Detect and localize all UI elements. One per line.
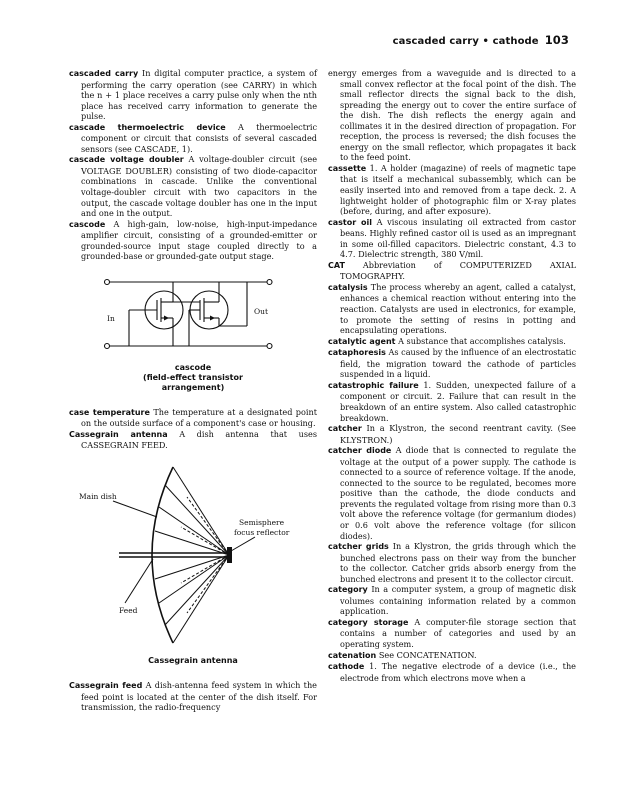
entry-term: cassette: [328, 163, 367, 173]
entry-definition: The temperature at a designated point on the outside surface of a component's case or housing.: [81, 406, 317, 429]
dictionary-entry-continued: [328, 68, 576, 163]
entry-definition: A high-gain, low-noise, high-input-impedance amplifier circuit, consisting of a grounded-emitter or grounded-source input stage coupled directly to a grounded-base or grounded-gate output stage.: [81, 218, 317, 262]
entry-term: catalysis: [328, 282, 368, 292]
entry-term: cascade voltage doubler: [69, 155, 184, 165]
entry-term: catcher: [328, 424, 362, 434]
cascode-schematic: [69, 268, 317, 360]
dictionary-entry: [69, 218, 317, 262]
entry-definition: A substance that accomplishes catalysis.: [398, 335, 566, 346]
entry-definition: In a computer system, a group of magnetic disk volumes containing information related by a common application.: [340, 584, 576, 617]
dictionary-entry: [69, 428, 317, 451]
entry-term: catenation: [328, 650, 377, 660]
entry-definition: The process whereby an agent, called a catalyst, enhances a chemical reaction without entering into the reaction. Catalysts are used in electronics, for example, to promote the setting of resins in potting and encapsulating operations.: [340, 281, 576, 336]
running-title: cascaded carry • cathode: [392, 36, 539, 47]
entry-term: catcher grids: [328, 542, 389, 552]
entry-term: cascaded carry: [69, 69, 139, 78]
input-label: In: [107, 313, 115, 323]
dictionary-entry: [328, 445, 576, 541]
entry-definition: A dish-antenna feed system in which the feed point is located at the center of the dish itself. For transmission, the radio-frequency: [81, 680, 317, 713]
caption-line: (field-effect transistor: [143, 372, 243, 382]
entry-definition: A thermoelectric component or circuit that consists of several cascaded sensors (see CASCADE, 1).: [81, 121, 317, 154]
focus-reflector-shape: [227, 547, 232, 563]
dictionary-entry: [328, 259, 576, 282]
page-number: 103: [544, 33, 569, 47]
entry-definition: See CONCATENATION.: [378, 649, 477, 660]
dictionary-entry: [328, 541, 576, 584]
reflector-label: focus reflector: [234, 528, 290, 538]
entry-term: CAT: [328, 260, 345, 270]
left-column: [69, 68, 317, 713]
entry-definition: A diode that is connected to regulate the voltage at the output of a power supply. The cathode is connected to a source of reference voltage. If the anode, connected to the source to be regulated, becomes more positive than the cathode, the diode conducts and prevents the regulated voltage from rising more than 0.3 volt above the reference voltage (for germanium diodes) or 0.6 volt above the reference voltage (for silicon diodes).: [340, 445, 576, 541]
entry-term: cascode: [69, 219, 106, 229]
entry-term: catastrophic failure: [328, 380, 419, 390]
cassegrain-diagram: [69, 457, 317, 653]
entry-definition: A voltage-doubler circuit (see VOLTAGE DOUBLER) consisting of two diode-capacitor combinations in cascade. Unlike the conventional voltage-doubler circuit with two capacitors in the output, the cascade voltage doubler has one in the input and one in the output.: [81, 154, 317, 219]
entry-term: catcher diode: [328, 446, 392, 456]
dictionary-entry: [328, 281, 576, 336]
running-header: [393, 33, 569, 47]
dictionary-entry: [69, 680, 317, 713]
cascode-figure: [69, 268, 317, 393]
main-dish-label: Main dish: [79, 492, 117, 502]
dictionary-entry: [328, 347, 576, 380]
entry-definition: In digital computer practice, a system of performing the carry operation (see CARRY) in which the n + 1 place receives a carry pulse only when the nth place has received carry information to generate the pulse.: [81, 68, 317, 122]
dictionary-entry: [69, 154, 317, 219]
entry-term: case temperature: [69, 407, 150, 417]
figure-caption: Cassegrain antenna: [148, 656, 238, 666]
entry-definition: In a Klystron, the second reentrant cavity. (See KLYSTRON.): [340, 423, 576, 445]
feed-label: Feed: [119, 606, 138, 616]
entry-term: Cassegrain feed: [69, 681, 143, 691]
entry-definition: In a Klystron, the grids through which the bunched electrons pass on their way from the buncher to the collector. Catcher grids absorb energy from the bunched electrons and present it to the collector circuit.: [340, 541, 576, 584]
reflector-label: Semisphere: [239, 518, 285, 528]
entry-definition: 1. The negative electrode of a device (i.e., the electrode from which electrons move when a: [340, 661, 576, 683]
dictionary-entry: [328, 335, 576, 348]
entry-definition: A viscous insulating oil extracted from castor beans. Highly refined castor oil is used as an impregnant in some oil-filled capacitors. Dielectric constant, 4.3 to 4.7. Dielectric strength, 380 V/mil.: [340, 216, 576, 260]
entry-term: castor oil: [328, 217, 372, 227]
dictionary-entry: [69, 406, 317, 429]
dictionary-entry: [328, 584, 576, 617]
dictionary-entry: [328, 379, 576, 423]
entry-definition: Abbreviation of COMPUTERIZED AXIAL TOMOGRAPHY.: [340, 259, 576, 282]
entry-term: catalytic agent: [328, 336, 396, 346]
dictionary-entry: [328, 423, 576, 445]
cassegrain-figure: [69, 457, 317, 666]
entry-definition: 1. A holder (magazine) of reels of magnetic tape that is itself a mechanical subassembly, which can be easily inserted into and removed from a tape deck. 2. A lightweight holder of photographic film or X-ray plates (before, during, and after exposure).: [340, 162, 576, 217]
dictionary-entry: [328, 216, 576, 260]
caption-line: arrangement): [161, 382, 225, 392]
figure-caption: [69, 363, 317, 393]
dictionary-entry: [328, 649, 576, 662]
entry-definition: A dish antenna that uses CASSEGRAIN FEED.: [81, 428, 317, 451]
entry-term: cascade thermoelectric device: [69, 122, 226, 132]
entry-definition: As caused by the influence of an electrostatic field, the migration toward the cathode of particles suspended in a liquid.: [340, 347, 576, 380]
entry-definition: 1. Sudden, unexpected failure of a component or circuit. 2. Failure that can result in the breakdown of an entire system. Also called catastrophic breakdown.: [340, 379, 576, 423]
entry-term: cataphoresis: [328, 348, 386, 358]
entry-definition: A computer-file storage section that contains a number of categories and used by an operating system.: [340, 616, 577, 649]
entry-definition: energy emerges from a waveguide and is directed to a small convex reflector at the focal point of the dish. The small reflector directs the signal back to the dish, spreading the energy out to cover the entire surface of the dish. The dish reflects the energy again and collimates it in the desired direction of propagation. For reception, the process is reversed; the dish focuses the energy on the small reflector, which propagates it back to the feed point.: [328, 68, 576, 163]
dictionary-entry: [69, 121, 317, 155]
right-column: [328, 68, 576, 683]
entry-term: category: [328, 585, 368, 595]
entry-term: category storage: [328, 617, 409, 627]
entry-term: cathode: [328, 662, 365, 672]
dictionary-entry: [69, 68, 317, 122]
dictionary-entry: [328, 616, 577, 650]
dictionary-entry: [328, 661, 576, 683]
entry-term: Cassegrain antenna: [69, 429, 168, 439]
dictionary-entry: [328, 162, 576, 217]
output-label: Out: [254, 306, 268, 316]
caption-line: cascode: [174, 362, 212, 372]
